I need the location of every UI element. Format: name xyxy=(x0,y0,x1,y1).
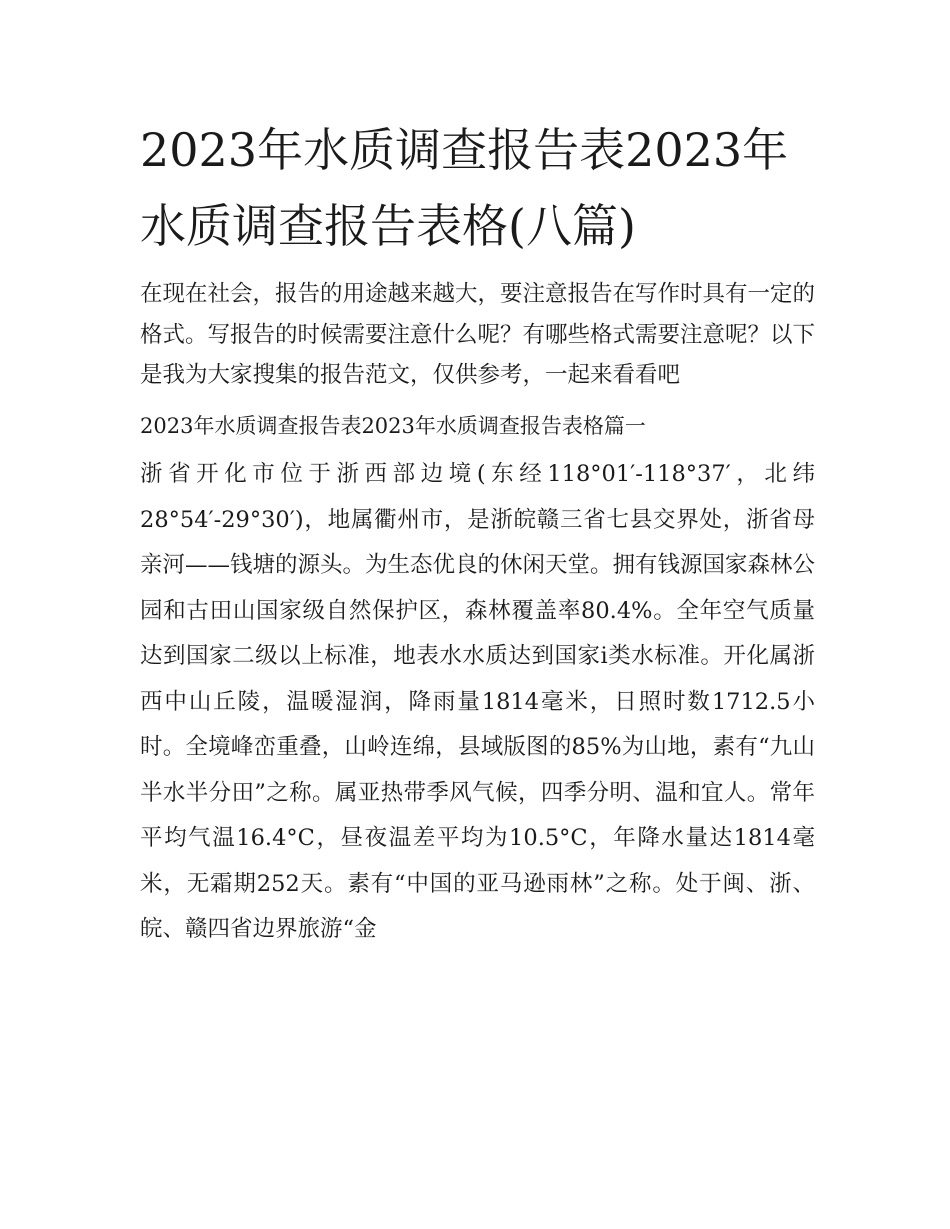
document-title: 2023年水质调查报告表2023年水质调查报告表格(八篇) xyxy=(140,123,789,253)
section-heading: 2023年水质调查报告表2023年水质调查报告表格篇一 xyxy=(140,413,646,438)
intro-paragraph: 在现在社会，报告的用途越来越大，要注意报告在写作时具有一定的格式。写报告的时候需要注意什么呢？有哪些格式需要注意呢？以下是我为大家搜集的报告范文，仅供参考，一起来看看吧 xyxy=(140,281,816,388)
body-paragraph: 浙省开化市位于浙西部边境(东经118°01′-118°37′，北纬28°54′-29°30′)，地属衢州市，是浙皖赣三省七县交界处，浙省母亲河——钱塘的源头。为生态优良的休闲天堂。拥有钱源国家森林公园和古田山国家级自然保护区，森林覆盖率80.4%。全年空气质量达到国家二级以上标准，地表水水质达到国家ⅰ类水标准。开化属浙西中山丘陵，温暖湿润，降雨量1814毫米，日照时数1712.5小时。全境峰峦重叠，山岭连绵，县域版图的85%为山地，素有“九山半水半分田”之称。属亚热带季风气候，四季分明、温和宜人。常年平均气温16.4°C，昼夜温差平均为10.5°C，年降水量达1814毫米，无霜期252天。素有“中国的亚马逊雨林”之称。处于闽、浙、皖、赣四省边界旅游“金 xyxy=(140,461,816,942)
document-page xyxy=(140,112,815,953)
